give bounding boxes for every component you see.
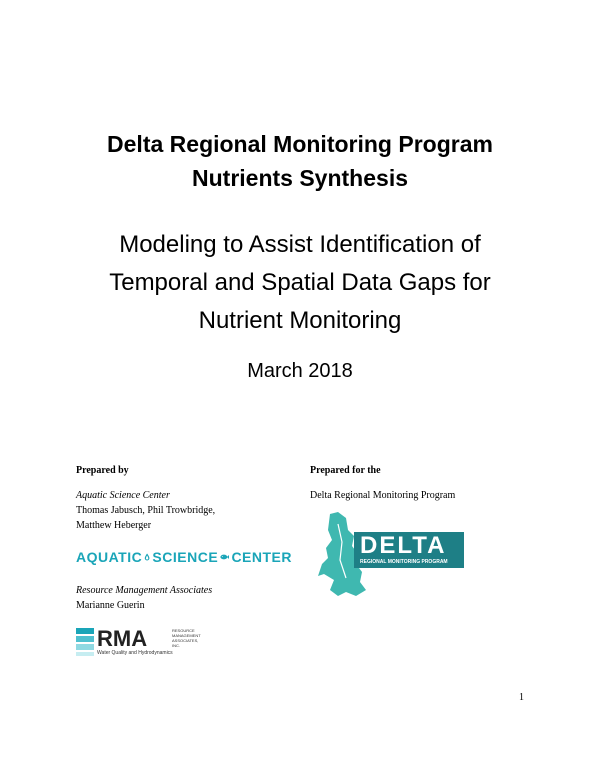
prepared-by-label: Prepared by bbox=[76, 465, 129, 476]
prepared-for-label: Prepared for the bbox=[310, 465, 381, 476]
delta-rmp-logo bbox=[316, 512, 466, 598]
rma-logo-small-text: RESOURCE MANAGEMENT ASSOCIATES, INC. bbox=[172, 628, 201, 648]
subtitle-line-3: Nutrient Monitoring bbox=[198, 307, 402, 334]
subtitle-line-1: Modeling to Assist Identification of bbox=[119, 231, 481, 258]
title-line-1: Delta Regional Monitoring Program bbox=[107, 131, 493, 157]
water-drop-icon bbox=[144, 547, 150, 567]
prepared-by-org-2: Resource Management Associates bbox=[76, 585, 213, 596]
page-number: 1 bbox=[519, 692, 524, 703]
fish-icon bbox=[220, 549, 229, 565]
prepared-by-authors-1b: Matthew Heberger bbox=[76, 520, 152, 531]
rma-logo-text: RMA bbox=[97, 626, 148, 651]
subtitle-line-2: Temporal and Spatial Data Gaps for bbox=[109, 269, 491, 296]
report-subtitle bbox=[0, 226, 600, 340]
asc-logo-word-3: CENTER bbox=[231, 549, 292, 565]
aquatic-science-center-logo bbox=[76, 546, 292, 568]
rma-logo bbox=[76, 626, 201, 658]
prepared-by-authors-2: Marianne Guerin bbox=[76, 600, 145, 611]
title-line-2: Nutrients Synthesis bbox=[192, 165, 408, 191]
asc-logo-word-2: SCIENCE bbox=[152, 549, 219, 565]
prepared-by-authors-1a: Thomas Jabusch, Phil Trowbridge, bbox=[76, 505, 216, 516]
asc-logo-word-1: AQUATIC bbox=[76, 549, 143, 565]
delta-logo-subtext: REGIONAL MONITORING PROGRAM bbox=[360, 559, 448, 565]
prepared-by-org-1: Aquatic Science Center bbox=[76, 490, 170, 501]
report-date: March 2018 bbox=[247, 360, 353, 382]
rma-logo-tagline: Water Quality and Hydrodynamics bbox=[97, 650, 173, 656]
rma-mark-icon bbox=[76, 628, 94, 656]
prepared-for-org: Delta Regional Monitoring Program bbox=[310, 490, 456, 501]
delta-logo-word: DELTA bbox=[360, 532, 447, 559]
